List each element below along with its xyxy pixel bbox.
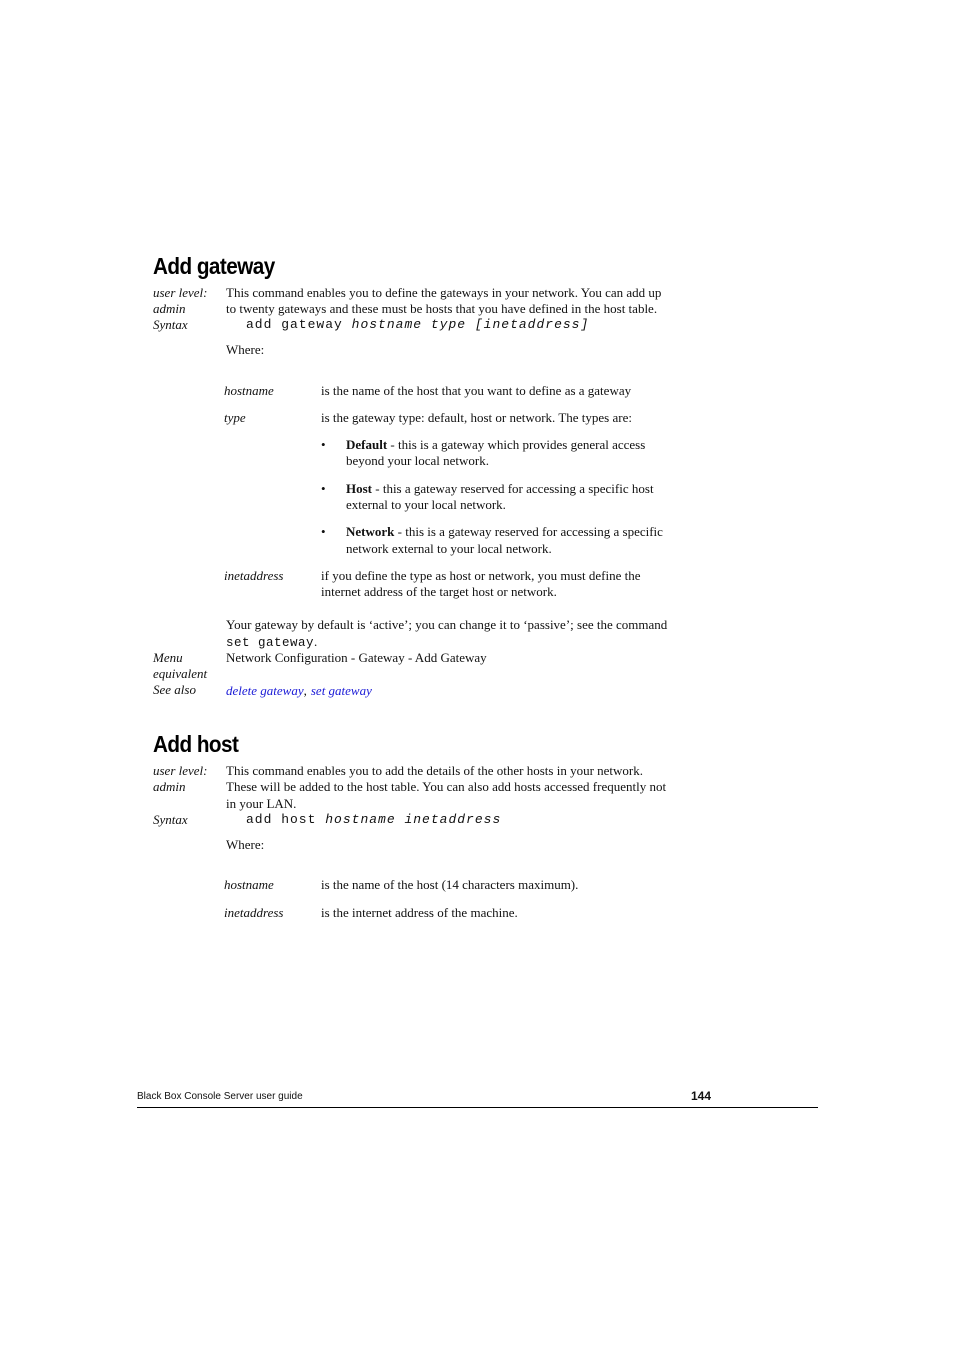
user-level-label: user level: xyxy=(153,285,208,300)
link-set-gateway[interactable]: set gateway xyxy=(310,683,372,698)
description-line: in your LAN. xyxy=(226,796,297,811)
type-desc-cont: network external to your local network. xyxy=(346,541,552,556)
type-term: Network xyxy=(346,524,395,539)
type-desc-cont: external to your local network. xyxy=(346,497,506,512)
param-desc-hostname: is the name of the host (14 characters maximum). xyxy=(321,877,579,892)
type-item-default xyxy=(346,437,645,453)
user-level-value: admin xyxy=(153,301,186,316)
bullet-icon: • xyxy=(321,437,326,452)
param-name-inetaddress: inetaddress xyxy=(224,568,284,583)
syntax-arguments: hostname type [inetaddress] xyxy=(351,317,590,332)
where-label: Where: xyxy=(226,342,265,357)
syntax-command: add gateway xyxy=(246,317,343,332)
menu-label-cont: equivalent xyxy=(153,666,208,681)
type-term: Default xyxy=(346,437,388,452)
param-name-inetaddress: inetaddress xyxy=(224,905,284,920)
param-desc-type: is the gateway type: default, host or network. The types are: xyxy=(321,410,632,425)
section-title-add-gateway: Add gateway xyxy=(153,253,275,279)
description-line: This command enables you to define the gateways in your network. You can add up xyxy=(226,285,662,300)
description-line: These will be added to the host table. You can also add hosts accessed frequently not xyxy=(226,779,667,794)
syntax-command: add host xyxy=(246,812,317,827)
footer-guide-title: Black Box Console Server user guide xyxy=(137,1091,303,1102)
syntax-line xyxy=(246,317,589,332)
user-level-value: admin xyxy=(153,779,186,794)
inline-command: set gateway xyxy=(226,636,315,650)
default-note-command-line: set gateway. xyxy=(226,634,318,650)
type-desc: - this is a gateway which provides general access xyxy=(387,437,646,452)
description-line: This command enables you to add the details of the other hosts in your network. xyxy=(226,763,643,778)
type-desc: - this is a gateway reserved for accessing a specific xyxy=(394,524,663,539)
param-desc-inetaddress: internet address of the target host or network. xyxy=(321,584,557,599)
type-desc-cont: beyond your local network. xyxy=(346,453,489,468)
description-line: to twenty gateways and these must be hosts that you have defined in the host table. xyxy=(226,301,658,316)
param-desc-hostname: is the name of the host that you want to define as a gateway xyxy=(321,383,632,398)
param-name-type: type xyxy=(224,410,246,425)
menu-label: Menu xyxy=(153,650,183,665)
bullet-icon: • xyxy=(321,524,326,539)
syntax-line xyxy=(246,812,501,827)
type-desc: - this a gateway reserved for accessing a specific host xyxy=(372,481,654,496)
see-also-links: delete gateway, set gateway xyxy=(226,683,372,698)
param-name-hostname: hostname xyxy=(224,383,274,398)
syntax-label: Syntax xyxy=(153,812,188,827)
section-title-add-host: Add host xyxy=(153,731,239,757)
syntax-label: Syntax xyxy=(153,317,188,332)
bullet-icon: • xyxy=(321,481,326,496)
page-number: 144 xyxy=(691,1089,712,1103)
footer-rule xyxy=(137,1107,818,1108)
param-desc-inetaddress: if you define the type as host or network, you must define the xyxy=(321,568,641,583)
syntax-arguments: hostname inetaddress xyxy=(325,812,502,827)
param-desc-inetaddress: is the internet address of the machine. xyxy=(321,905,518,920)
user-level-label: user level: xyxy=(153,763,208,778)
type-item-host xyxy=(346,481,654,497)
where-label: Where: xyxy=(226,837,265,852)
default-note: Your gateway by default is ‘active’; you can change it to ‘passive’; see the command xyxy=(226,617,668,632)
see-also-label: See also xyxy=(153,682,196,697)
link-delete-gateway[interactable]: delete gateway xyxy=(226,683,304,698)
type-item-network xyxy=(346,524,663,540)
param-name-hostname: hostname xyxy=(224,877,274,892)
type-term: Host xyxy=(346,481,372,496)
menu-path: Network Configuration - Gateway - Add Gateway xyxy=(226,650,487,665)
